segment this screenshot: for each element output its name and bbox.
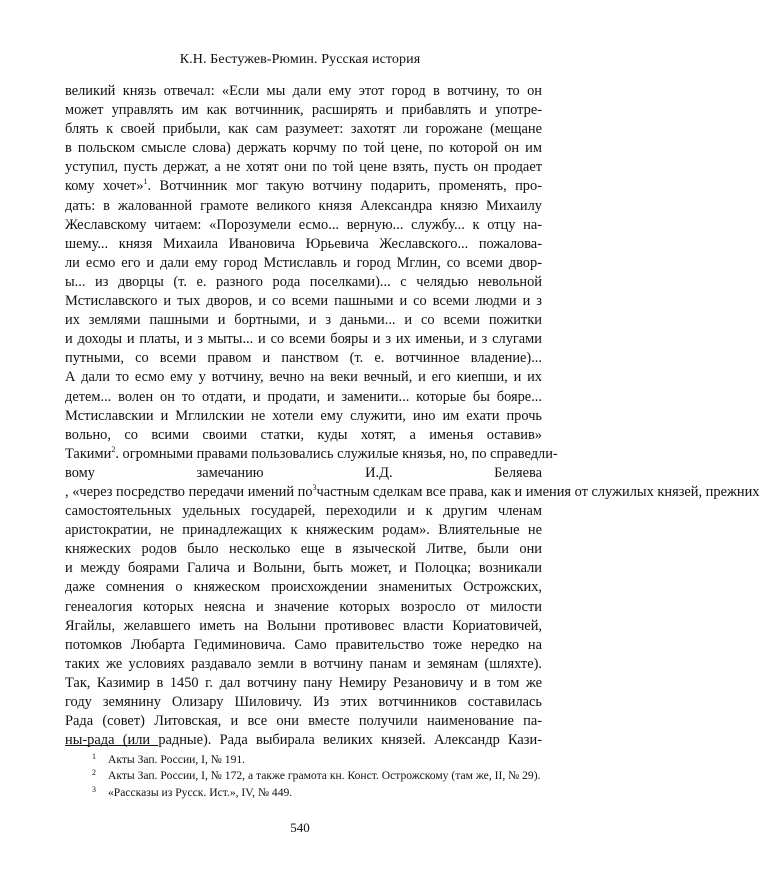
footnote — [92, 768, 552, 784]
text-line: Жеславскому читаем: «Порозумели есмо... верную... службу... к отцу на- — [65, 216, 542, 233]
text-line: и между боярами Галича и Волыни, быть может, и Полоцка; возникали — [65, 560, 542, 577]
text-line: княжеских родов было несколько еще в языческой Литве, были они — [65, 541, 542, 558]
text-line: дать: в жалованной грамоте великого князя Александра князю Михаилу — [65, 197, 542, 214]
text-line: вому замечанию И.Д. Беляева — [65, 464, 542, 481]
text-line: Так, Казимир в 1450 г. дал вотчину пану Немиру Резановичу и в том же — [65, 674, 542, 691]
footnote-mark: 3 — [312, 483, 317, 493]
footnote-number: 1 — [92, 752, 96, 761]
text-fragment: Такими — [65, 445, 112, 462]
text-line: Мстиславского и тых дворов, и со всеми пашными и со всеми людми и з — [65, 293, 542, 310]
text-line: может управлять им как вотчинник, расширять и прибавлять и употре- — [65, 102, 542, 119]
text-line: ны-рада (или радные). Рада выбирала великих князей. Александр Кази- — [65, 732, 542, 749]
text-line: кому хочет»$^1$. Вотчинник мог такую вотчину подарить, променять, про- — [65, 177, 542, 195]
footnote — [92, 785, 552, 801]
footnote-text: «Рассказы из Русск. Ист.», IV, № 449. — [108, 785, 293, 799]
text-line: генеалогия которых неясна и значение которых возросло от милости — [65, 598, 542, 615]
footnotes — [92, 752, 552, 801]
text-line: великий князь отвечал: «Если мы дали ему этот город в вотчину, то он — [65, 83, 542, 99]
text-line: вольно, со всими своими статки, куды хотят, а именья оставив» — [65, 426, 542, 443]
body-text — [65, 82, 760, 750]
text-line: детем... волен он то отдати, и продати, и заменити... которые бы бояре... — [65, 388, 542, 405]
text-line: ы... из дворцы (т. е. разного рода поселками)... с челядью невольной — [65, 273, 542, 290]
text-fragment: кому хочет» — [65, 178, 144, 195]
text-line: потомков Любарта Гедиминовича. Само правительство тоже нередко на — [65, 636, 542, 653]
text-line: Такими$^2$. огромными правами пользовались служилые князья, но, по справедли- — [65, 444, 558, 462]
footnote-mark: 2 — [111, 444, 116, 454]
running-head: К.Н. Бестужев-Рюмин. Русская история — [179, 52, 421, 67]
text-line: путными, со всеми правом и панством (т. е. вотчинное владение)... — [65, 350, 542, 367]
footnote-text: Акты Зап. России, I, № 191. — [108, 753, 246, 766]
footnote-number: 3 — [92, 784, 96, 794]
text-line: их землями пашными и бортными, и з даньми... и со всеми пожитки — [65, 312, 542, 329]
text-line: блять к своей прибыли, как сам разумеет: захотят ли горожане (мещане — [65, 121, 542, 138]
footnote-mark: 1 — [143, 177, 148, 187]
text-line — [65, 483, 760, 502]
text-line: даже сомнения о княжеском происхождении знаменитых Острожских, — [65, 579, 542, 596]
text-line: уступил, пусть держат, а не хотят они по той цене взять, пусть он продает — [65, 159, 542, 176]
text-line: Мстиславскии и Мглилскии не хотели ему служити, ино им ехати прочь — [65, 407, 542, 424]
text-line: и доходы и платы, и з мыты... и со всеми бояры и з их именьи, и з слугами — [65, 331, 542, 348]
text-line: таких же условиях раздавало земли в вотчину панам и земянам (шляхте). — [65, 655, 542, 672]
text-line: аристократии, не принадлежащих к княжеским родам». Влиятельные не — [65, 522, 542, 539]
text-line: шему... князя Михаила Ивановича Юрьевича Жеславского... пожалова- — [65, 235, 542, 252]
text-fragment: Вотчинник мог такую вотчину подарить, променять, про- — [159, 178, 542, 195]
footnote-number: 2 — [92, 768, 96, 778]
footnote-divider — [65, 745, 158, 746]
text-fragment: , «через посредство передачи имений по — [65, 483, 313, 500]
text-fragment: частным сделкам все права, как и имения от служилых князей, прежних — [316, 483, 760, 500]
text-line: Ягайлы, желавшего иметь на Волыни противовес власти Кориатовичей, — [65, 617, 542, 634]
text-line: А дали то есмо ему у вотчину, вечно на веки вечный, и его киепши, и их — [65, 369, 542, 386]
text-line: самостоятельных удельных государей, переходили и к другим членам — [65, 503, 542, 520]
text-line: в польском смысле слова) держать корчму по той цене, по которой он им — [65, 140, 542, 157]
text-fragment: огромными правами пользовались служилые князья, но, по справедли- — [122, 445, 558, 462]
text-line: ли есмо его и дали ему город Мстиславль и город Мглин, со всеми двор- — [65, 254, 542, 271]
text-line: году земянину Олизару Шиловичу. Из этих вотчинников составилась — [65, 694, 542, 710]
page-number: 540 — [290, 820, 310, 835]
footnote-text: Акты Зап. России, I, № 172, а также грамота кн. Конст. Острожскому (там же, II, № 29). — [108, 769, 541, 783]
footnote — [92, 752, 552, 768]
text-line: Рада (совет) Литовская, и все они вместе получили наименование па- — [65, 713, 542, 730]
